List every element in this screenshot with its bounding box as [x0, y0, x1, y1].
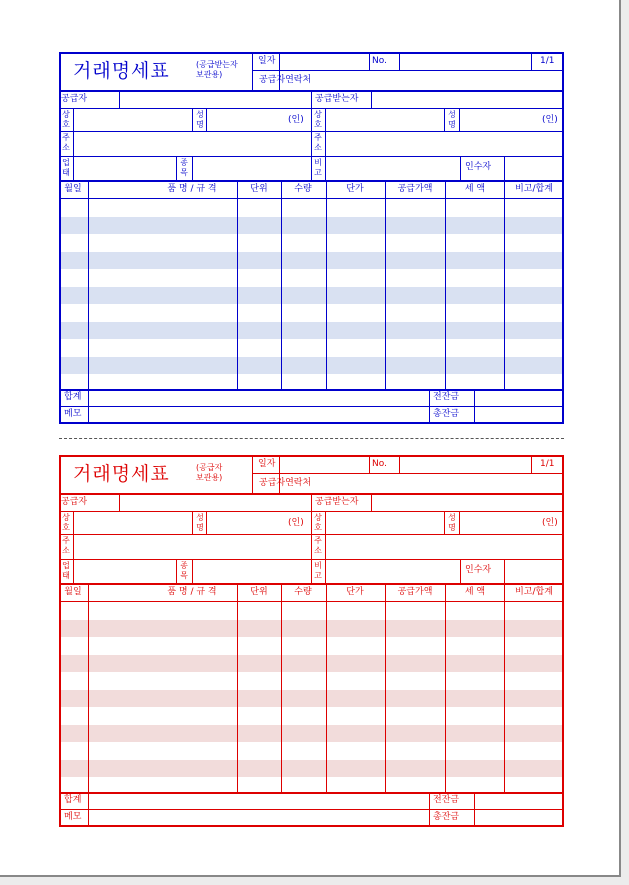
column-header-6: 공급가액 [397, 587, 433, 597]
supplier-company-label-char-1: 상 [62, 513, 70, 522]
supplier-business-label-char-1: 업 [62, 561, 70, 570]
rule [531, 52, 532, 70]
rule [192, 108, 193, 131]
cut-line [59, 438, 564, 439]
supplier-address-label-char-1: 주 [62, 536, 70, 545]
receiver-company-label-char-1: 상 [314, 513, 322, 522]
receiver-company-label-char-2: 호 [314, 523, 322, 532]
rule [176, 156, 177, 180]
receiver-remarks-label-char-2: 고 [314, 571, 322, 580]
supplier-item-label [178, 561, 190, 581]
column-rule [445, 583, 446, 792]
supplier-company-label [60, 513, 72, 533]
footer-top-rule [59, 792, 564, 794]
rule [73, 108, 74, 180]
column-header-7: 세 액 [464, 587, 486, 597]
column-header-2: 품 명 / 규 격 [167, 587, 217, 597]
rule [369, 455, 370, 473]
supplier-seal: (인) [288, 115, 304, 125]
rule [192, 511, 193, 534]
column-header-1: 월일 [64, 587, 82, 597]
receiver-remarks-label-char-1: 비 [314, 158, 322, 167]
column-header-3: 단위 [250, 587, 268, 597]
supplier-label: 공급자 [61, 94, 88, 104]
receiver-address-label-char-2: 소 [314, 143, 322, 152]
rule [444, 108, 445, 131]
rule [474, 792, 475, 827]
invoice-supplier-copy [59, 455, 564, 827]
rule [325, 511, 326, 583]
rule [474, 389, 475, 424]
party-bottom-rule [59, 583, 564, 585]
rule [206, 108, 207, 131]
supplier-seal: (인) [288, 518, 304, 528]
column-rule [237, 583, 238, 792]
receiver-address-label-char-1: 주 [314, 536, 322, 545]
invoice-receiver-copy [59, 52, 564, 424]
column-rule [281, 583, 282, 792]
rule [399, 455, 400, 473]
rule [531, 455, 532, 473]
supplier-item-label-char-2: 목 [180, 571, 188, 580]
date-label: 일자 [258, 459, 276, 469]
rule [88, 389, 89, 424]
column-rule [237, 180, 238, 389]
column-header-2: 품 명 / 규 격 [167, 184, 217, 194]
supplier-company-label-char-1: 상 [62, 110, 70, 119]
receiver-name-label-char-1: 성 [448, 513, 456, 522]
supplier-item-label-char-1: 종 [180, 561, 188, 570]
rule [59, 406, 564, 407]
receiver-name-label [446, 513, 458, 533]
party-bottom-rule [59, 180, 564, 182]
supplier-name-label-char-2: 명 [196, 120, 204, 129]
supplier-item-label-char-1: 종 [180, 158, 188, 167]
column-rule [326, 583, 327, 792]
receiver-label: 공급받는자 [315, 497, 359, 507]
column-header-3: 단위 [250, 184, 268, 194]
supplier-address-label-char-2: 소 [62, 546, 70, 555]
rule [176, 559, 177, 583]
receiver-company-label-char-1: 상 [314, 110, 322, 119]
supplier-business-label [60, 561, 72, 581]
rule [252, 473, 564, 474]
supplier-address-label [60, 133, 72, 153]
memo-label: 메모 [64, 812, 82, 822]
column-header-4: 수량 [294, 587, 312, 597]
rule [460, 156, 461, 180]
copy-note [196, 60, 238, 80]
column-header-5: 단가 [346, 587, 364, 597]
rule [192, 559, 193, 583]
rule [459, 511, 460, 534]
supplier-business-label-char-1: 업 [62, 158, 70, 167]
title-divider [252, 52, 253, 90]
column-header-7: 세 액 [464, 184, 486, 194]
acceptor-label: 인수자 [465, 162, 492, 172]
rule [325, 108, 326, 180]
rule [460, 559, 461, 583]
rule [119, 90, 120, 108]
acceptor-label: 인수자 [465, 565, 492, 575]
supplier-label: 공급자 [61, 497, 88, 507]
rule [429, 792, 430, 827]
rule [252, 70, 564, 71]
no-label: No. [372, 56, 387, 66]
rule [192, 156, 193, 180]
column-rule [445, 180, 446, 389]
previous-balance-label: 전잔금 [433, 392, 460, 402]
column-header-6: 공급가액 [397, 184, 433, 194]
rule [88, 792, 89, 827]
supplier-contact-label: 공급자연락처 [259, 75, 312, 85]
supplier-business-label-char-2: 태 [62, 571, 70, 580]
receiver-address-label-char-1: 주 [314, 133, 322, 142]
supplier-business-label-char-2: 태 [62, 168, 70, 177]
column-header-5: 단가 [346, 184, 364, 194]
total-label: 합계 [64, 392, 82, 402]
supplier-address-label-char-2: 소 [62, 143, 70, 152]
memo-label: 메모 [64, 409, 82, 419]
column-rule [504, 180, 505, 389]
page-indicator: 1/1 [540, 459, 555, 469]
receiver-remarks-label-char-1: 비 [314, 561, 322, 570]
rule [504, 156, 505, 180]
column-header-8: 비고/합계 [515, 184, 553, 194]
column-header-4: 수량 [294, 184, 312, 194]
receiver-name-label-char-2: 명 [448, 523, 456, 532]
footer-top-rule [59, 389, 564, 391]
items-header-rule [59, 601, 564, 602]
rule [444, 511, 445, 534]
supplier-business-label [60, 158, 72, 178]
rule [459, 108, 460, 131]
supplier-name-label-char-1: 성 [196, 110, 204, 119]
receiver-seal: (인) [542, 115, 558, 125]
receiver-remarks-label [312, 158, 324, 178]
column-rule [88, 180, 89, 389]
receiver-company-label [312, 513, 324, 533]
supplier-name-label [194, 110, 206, 130]
form-title: 거래명세표 [73, 463, 170, 485]
page-indicator: 1/1 [540, 56, 555, 66]
supplier-address-label [60, 536, 72, 556]
rule [119, 493, 120, 511]
supplier-name-label [194, 513, 206, 533]
column-rule [88, 583, 89, 792]
copy-note-line-2: 보관용) [196, 473, 223, 482]
receiver-remarks-label-char-2: 고 [314, 168, 322, 177]
rule [73, 511, 74, 583]
supplier-company-label-char-2: 호 [62, 120, 70, 129]
supplier-name-label-char-2: 명 [196, 523, 204, 532]
rule [371, 90, 372, 108]
supplier-name-label-char-1: 성 [196, 513, 204, 522]
receiver-name-label-char-2: 명 [448, 120, 456, 129]
total-balance-label: 총잔금 [433, 409, 460, 419]
receiver-name-label-char-1: 성 [448, 110, 456, 119]
no-label: No. [372, 459, 387, 469]
receiver-company-label-char-2: 호 [314, 120, 322, 129]
copy-note-line-1: (공급자 [196, 463, 223, 472]
rule [399, 52, 400, 70]
receiver-address-label [312, 536, 324, 556]
receiver-address-label [312, 133, 324, 153]
rule [429, 389, 430, 424]
rule [504, 559, 505, 583]
supplier-item-label-char-2: 목 [180, 168, 188, 177]
title-divider [252, 455, 253, 493]
column-header-1: 월일 [64, 184, 82, 194]
column-rule [385, 180, 386, 389]
column-rule [504, 583, 505, 792]
rule [371, 493, 372, 511]
copy-note-line-2: 보관용) [196, 70, 223, 79]
total-balance-label: 총잔금 [433, 812, 460, 822]
items-header-rule [59, 198, 564, 199]
supplier-company-label-char-2: 호 [62, 523, 70, 532]
column-header-8: 비고/합계 [515, 587, 553, 597]
column-rule [326, 180, 327, 389]
supplier-item-label [178, 158, 190, 178]
receiver-company-label [312, 110, 324, 130]
rule [59, 809, 564, 810]
date-label: 일자 [258, 56, 276, 66]
supplier-address-label-char-1: 주 [62, 133, 70, 142]
receiver-name-label [446, 110, 458, 130]
receiver-label: 공급받는자 [315, 94, 359, 104]
supplier-contact-label: 공급자연락처 [259, 478, 312, 488]
copy-note [196, 463, 222, 483]
column-rule [281, 180, 282, 389]
receiver-address-label-char-2: 소 [314, 546, 322, 555]
receiver-seal: (인) [542, 518, 558, 528]
column-rule [385, 583, 386, 792]
rule [369, 52, 370, 70]
copy-note-line-1: (공급받는자 [196, 60, 238, 69]
supplier-company-label [60, 110, 72, 130]
total-label: 합계 [64, 795, 82, 805]
receiver-remarks-label [312, 561, 324, 581]
rule [206, 511, 207, 534]
form-title: 거래명세표 [73, 60, 170, 82]
previous-balance-label: 전잔금 [433, 795, 460, 805]
